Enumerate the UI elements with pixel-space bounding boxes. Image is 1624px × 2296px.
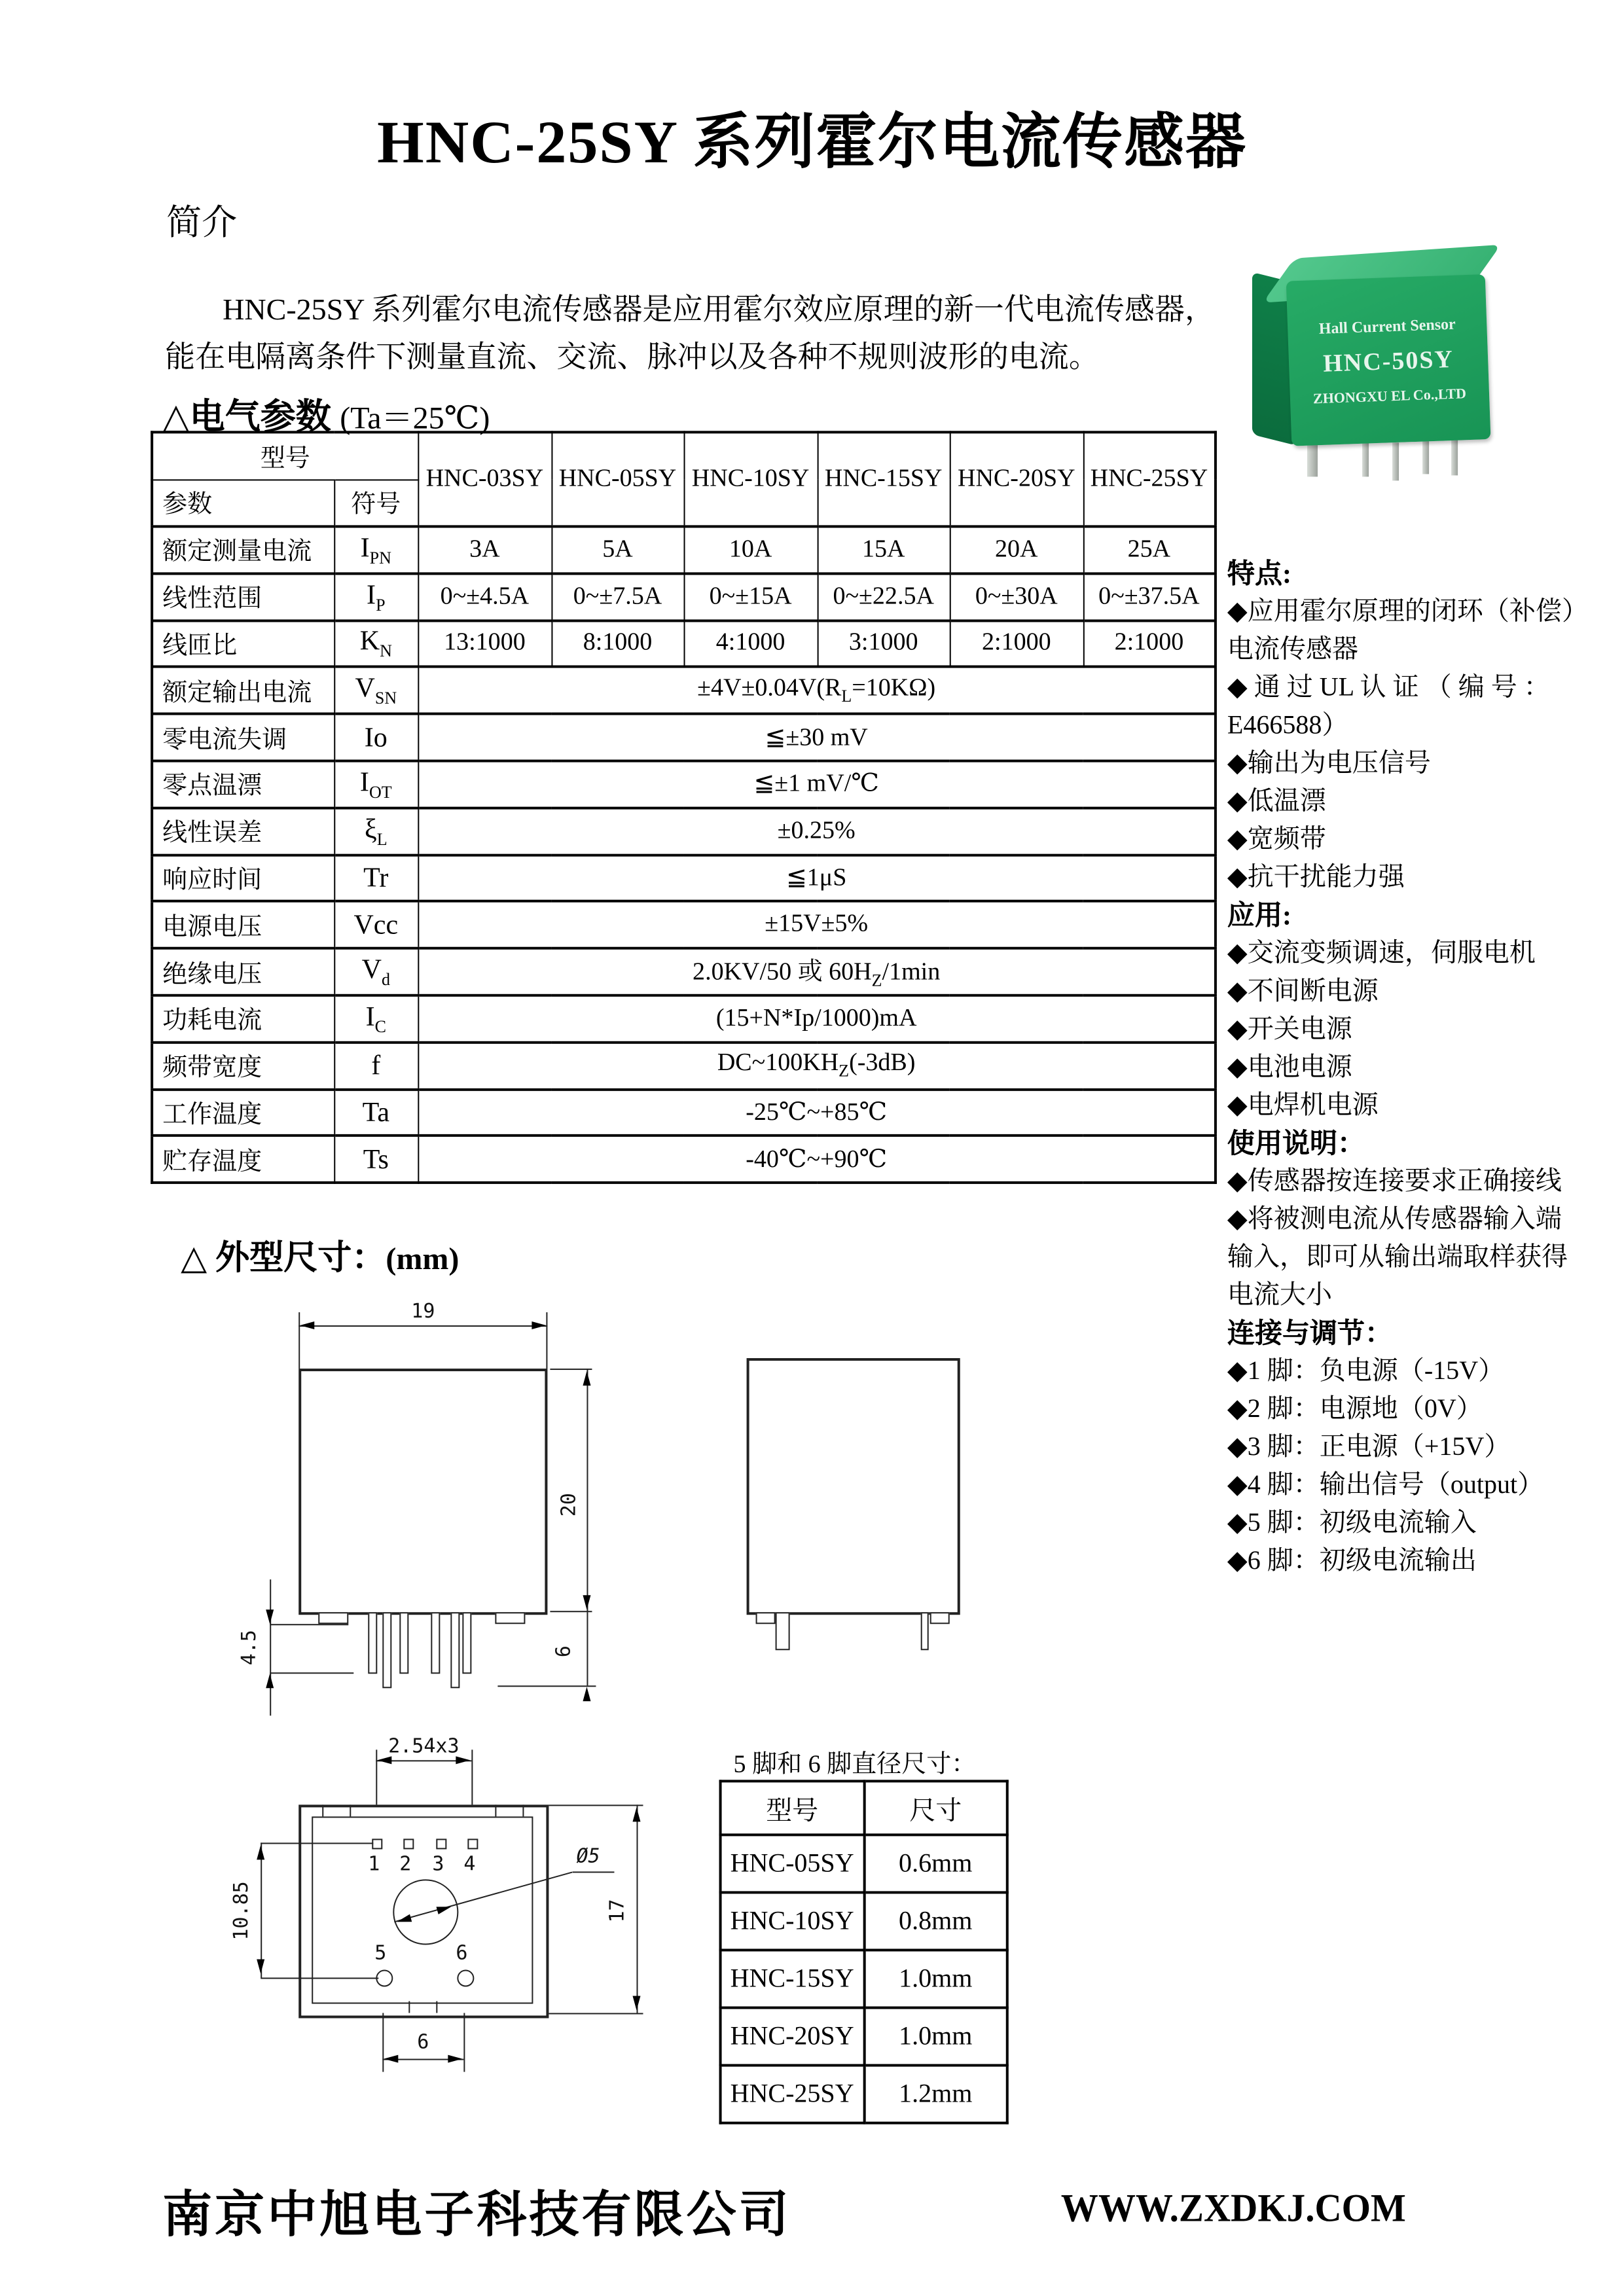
text-part: 2:1000	[1114, 629, 1184, 657]
parameter-value	[684, 526, 818, 573]
application-item: ◆电焊机电源	[1227, 1090, 1379, 1120]
dimension-line	[382, 2013, 384, 2072]
text-part: ≦±30 mV	[765, 723, 868, 751]
features-list	[1227, 593, 1617, 897]
side-pin	[921, 1612, 929, 1650]
dimension-arrow	[257, 1959, 264, 1973]
parameter-value-span	[418, 667, 1216, 714]
dimension-line	[636, 1804, 638, 2013]
dimension-line	[408, 2001, 410, 2013]
connection-section	[1227, 1315, 1617, 1581]
intro-line-2: 能在电隔离条件下测量直流、交流、脉冲以及各种不规则波形的电流。	[165, 340, 1099, 374]
parameter-symbol	[334, 1042, 418, 1089]
parameter-symbol	[334, 1089, 418, 1136]
pad-label: 1	[368, 1852, 380, 1876]
pad-6	[457, 1970, 474, 1987]
subscript: N	[380, 641, 392, 661]
parameter-label: 零点温漂	[152, 761, 334, 808]
parameter-label: 零电流失调	[152, 714, 334, 761]
text-part: 10A	[729, 535, 772, 564]
parameter-label: 额定测量电流	[152, 526, 334, 573]
feature-item: E466588）	[1227, 711, 1348, 740]
pin-table-title: 5 脚和 6 脚直径尺寸：	[733, 1751, 977, 1779]
text-part: Io	[364, 721, 388, 753]
pad-label: 2	[399, 1852, 412, 1876]
dimension-line	[549, 1804, 643, 1806]
text-part: -40℃~+90℃	[746, 1145, 888, 1174]
parameter-value-span	[418, 761, 1216, 808]
text-part: 0~±4.5A	[440, 582, 530, 610]
subscript: Z	[871, 970, 882, 990]
model-header: HNC-20SY	[950, 432, 1083, 526]
decor	[721, 1781, 1007, 2123]
subscript: d	[381, 969, 390, 990]
parameter-row	[152, 901, 1216, 948]
usage-heading: 使用说明：	[1227, 1127, 1365, 1159]
dimension-line	[261, 1842, 262, 1977]
text-part: I	[359, 766, 369, 798]
triangle-icon: △	[162, 397, 190, 437]
feature-item: ◆低温漂	[1227, 787, 1326, 816]
pin-table-row	[721, 1892, 1007, 1950]
text-part: ≦±1 mV/℃	[753, 770, 879, 798]
application-item: ◆交流变频调速，伺服电机	[1227, 939, 1536, 968]
dimension-line	[463, 2013, 465, 2072]
dimension-line	[298, 1312, 300, 1369]
front-standoff	[318, 1612, 348, 1624]
text-part: -25℃~+85℃	[746, 1098, 888, 1126]
pin-size: 1.2mm	[864, 2066, 1007, 2123]
pin-model: HNC-10SY	[721, 1892, 864, 1950]
dimension-line	[522, 1804, 524, 1816]
feature-item: ◆宽频带	[1227, 825, 1326, 854]
feature-item: ◆ 通 过 UL 认 证 （ 编 号 ：	[1227, 673, 1550, 702]
usage-line: ◆传感器按连接要求正确接线	[1227, 1166, 1562, 1196]
dimensions-unit: (mm)	[386, 1242, 460, 1277]
dimension-line	[546, 1312, 547, 1369]
parameter-symbol	[334, 1136, 418, 1183]
text-part: Vcc	[353, 908, 399, 941]
pad-4	[467, 1839, 478, 1849]
product-company: ZHONGXU EL Co.,LTD	[1312, 386, 1467, 407]
parameter-row	[152, 573, 1216, 620]
side-primary-pin	[776, 1612, 790, 1650]
text-part: 3:1000	[848, 629, 918, 657]
model-header: HNC-03SY	[418, 432, 551, 526]
subscript: C	[374, 1016, 386, 1036]
dimension-arrow	[583, 1687, 590, 1701]
front-standoff-dim: 4.5	[237, 1630, 261, 1666]
application-item: ◆不间断电源	[1227, 977, 1379, 1006]
parameter-symbol	[334, 808, 418, 855]
model-header: HNC-05SY	[551, 432, 683, 526]
text-part: 0~±37.5A	[1098, 582, 1200, 610]
pin-assignment-item: ◆2 脚：电源地（0V）	[1227, 1395, 1483, 1424]
parameter-value	[418, 620, 551, 668]
parameter-label: 线性范围	[152, 573, 334, 620]
footer-website: WWW.ZXDKJ.COM	[1060, 2187, 1406, 2231]
symbol-corner-label: 符号	[334, 479, 418, 526]
subscript: SN	[374, 688, 397, 708]
text-part: 0~±15A	[709, 582, 792, 610]
text-part: 20A	[995, 535, 1038, 564]
text-part: I	[360, 531, 370, 564]
subscript: Z	[839, 1060, 850, 1081]
dimension-arrow	[456, 1756, 470, 1764]
subscript: L	[841, 685, 852, 706]
subscript: PN	[369, 547, 391, 567]
pin-assignment-item: ◆4 脚：输出信号（output）	[1227, 1471, 1544, 1500]
usage-section	[1227, 1125, 1617, 1315]
decor	[152, 526, 1216, 1183]
pin-assignment-item: ◆3 脚：正电源（+15V）	[1227, 1433, 1511, 1462]
pin-model: HNC-20SY	[721, 2008, 864, 2066]
parameter-value	[418, 573, 551, 620]
product-pin	[1362, 442, 1369, 476]
text-part: 2.0KV/50 或 60H	[693, 959, 872, 987]
dimension-line	[586, 1369, 588, 1612]
text-part: Tr	[363, 861, 389, 893]
text-part: 15A	[861, 535, 905, 564]
parameter-value	[551, 526, 683, 573]
dimension-line	[497, 1685, 596, 1687]
pad-label: 4	[463, 1852, 476, 1876]
pin-size: 1.0mm	[864, 1950, 1007, 2007]
application-item: ◆电池电源	[1227, 1052, 1352, 1082]
text-part: I	[365, 1000, 375, 1032]
text-part: ≦1μS	[785, 864, 847, 892]
text-part: K	[359, 625, 380, 657]
applications-section	[1227, 897, 1617, 1125]
parameter-label: 响应时间	[152, 855, 334, 902]
usage-list	[1227, 1163, 1617, 1315]
parameter-symbol	[334, 761, 418, 808]
text-part: ±4V±0.04V(R	[697, 674, 842, 702]
parameter-label: 额定输出电流	[152, 667, 334, 714]
parameter-value	[818, 620, 950, 668]
dimension-line	[495, 1804, 496, 1816]
text-part: ξ	[364, 812, 377, 844]
parameter-value	[950, 620, 1083, 668]
dimension-line	[350, 1804, 351, 1816]
model-header: HNC-15SY	[818, 432, 950, 526]
parameter-symbol	[334, 996, 418, 1043]
parameter-row	[152, 1042, 1216, 1089]
application-item: ◆开关电源	[1227, 1014, 1352, 1044]
product-pin	[1422, 440, 1429, 474]
electrical-heading-note: (Ta＝25℃)	[340, 402, 490, 437]
page-title: HNC-25SY 系列霍尔电流传感器	[377, 109, 1248, 176]
pad-3	[436, 1839, 446, 1849]
decor	[152, 432, 1216, 526]
text-part: /1min	[882, 959, 941, 987]
triangle-icon: △	[181, 1238, 208, 1277]
hole-diameter-dim: Ø5	[576, 1844, 600, 1868]
pin-table-header: 尺寸	[864, 1781, 1007, 1835]
pin-model: HNC-25SY	[721, 2066, 864, 2123]
product-pin	[1451, 437, 1458, 475]
dimension-line	[550, 1369, 592, 1370]
dimension-arrow	[384, 2055, 398, 2063]
dimension-arrow	[266, 1609, 274, 1624]
feature-item: ◆抗干扰能力强	[1227, 863, 1405, 892]
text-part: f	[371, 1049, 381, 1081]
parameter-value	[551, 573, 683, 620]
pin-assignment-item: ◆1 脚：负电源（-15V）	[1227, 1357, 1505, 1386]
dimension-line	[549, 2013, 643, 2015]
text-part: I	[367, 578, 376, 610]
connection-heading: 连接与调节：	[1227, 1318, 1393, 1350]
parameter-row	[152, 808, 1216, 855]
parameter-value-span	[418, 996, 1216, 1043]
dimension-line	[550, 1611, 592, 1612]
subscript: P	[376, 594, 386, 615]
dimension-arrow	[632, 1996, 640, 2011]
text-part: 2:1000	[981, 629, 1051, 657]
front-pin	[462, 1612, 471, 1674]
text-part: =10KΩ)	[852, 674, 936, 702]
parameter-row	[152, 526, 1216, 573]
applications-list	[1227, 935, 1617, 1125]
pin-table-header-row	[721, 1781, 1007, 1835]
text-part: 4:1000	[715, 629, 785, 657]
parameter-row	[152, 948, 1216, 996]
front-pin-length-dim: 6	[551, 1645, 575, 1658]
front-primary-pin	[450, 1612, 460, 1688]
table-header-row-1	[152, 432, 1216, 479]
parameter-value	[950, 573, 1083, 620]
dimension-arrow	[448, 2055, 462, 2063]
product-pin	[1392, 442, 1399, 480]
dimension-line	[270, 1624, 348, 1625]
text-part: 25A	[1127, 535, 1171, 564]
dimension-arrow	[300, 1321, 314, 1329]
product-model: HNC-50SY	[1322, 345, 1454, 378]
front-width-dim: 19	[411, 1299, 435, 1323]
side-view-body	[747, 1358, 960, 1615]
model-header: HNC-10SY	[684, 432, 818, 526]
text-part: ±0.25%	[777, 816, 856, 844]
parameter-value	[551, 620, 683, 668]
parameter-value	[418, 526, 551, 573]
param-corner-label: 参数	[152, 479, 334, 526]
parameter-value-span	[418, 714, 1216, 761]
dimension-line	[436, 2001, 437, 2013]
parameter-value	[818, 526, 950, 573]
text-part: (-3dB)	[849, 1049, 916, 1077]
text-part: Ta	[362, 1096, 389, 1128]
electrical-parameters-table	[151, 431, 1217, 1184]
side-standoff	[756, 1612, 776, 1624]
text-part: (15+N*Ip/1000)mA	[715, 1004, 917, 1032]
dimension-arrow	[266, 1674, 274, 1688]
parameter-row	[152, 996, 1216, 1043]
parameter-label: 线匝比	[152, 620, 334, 668]
parameter-symbol	[334, 526, 418, 573]
pin-size: 0.6mm	[864, 1835, 1007, 1892]
parameter-symbol	[334, 620, 418, 668]
text-part: DC~100KH	[717, 1049, 839, 1077]
footer-company: 南京中旭电子科技有限公司	[162, 2188, 791, 2244]
front-pin	[399, 1612, 408, 1674]
text-part: Ts	[363, 1143, 389, 1175]
dimension-arrow	[377, 1756, 391, 1764]
parameter-value-span	[418, 1042, 1216, 1089]
parameter-symbol	[334, 714, 418, 761]
parameter-label: 绝缘电压	[152, 948, 334, 996]
feature-item: ◆输出为电压信号	[1227, 749, 1431, 778]
pad-row-gap-dim: 10.85	[229, 1881, 253, 1941]
text-part: V	[361, 953, 382, 985]
pin-size: 1.0mm	[864, 2008, 1007, 2066]
parameter-label: 贮存温度	[152, 1136, 334, 1183]
features-section	[1227, 555, 1617, 897]
dimensions-heading-text: 外型尺寸：	[215, 1238, 386, 1277]
parameter-symbol	[334, 855, 418, 902]
pad-2	[403, 1839, 414, 1849]
parameter-value	[1083, 526, 1216, 573]
subscript: L	[376, 829, 388, 849]
electrical-heading-text: 电气参数	[189, 397, 331, 437]
front-pin	[368, 1612, 377, 1674]
subscript: OT	[369, 781, 392, 802]
text-part: 13:1000	[444, 629, 526, 657]
feature-item: 电流传感器	[1227, 635, 1359, 664]
parameter-symbol	[334, 948, 418, 996]
usage-line: ◆将被测电流从传感器输入端	[1227, 1204, 1562, 1234]
parameter-value-span	[418, 855, 1216, 902]
product-front-face	[1286, 274, 1491, 446]
side-standoff	[930, 1612, 950, 1624]
dimension-line	[270, 1579, 271, 1715]
product-caption: Hall Current Sensor	[1318, 314, 1456, 337]
dimension-line	[270, 1672, 353, 1674]
text-part: V	[355, 672, 375, 704]
dimension-arrow	[632, 1807, 640, 1821]
parameter-label: 频带宽度	[152, 1042, 334, 1089]
model-corner-label: 型号	[152, 432, 418, 479]
parameter-label: 电源电压	[152, 901, 334, 948]
intro-line-1: HNC-25SY 系列霍尔电流传感器是应用霍尔效应原理的新一代电流传感器，	[223, 293, 1215, 327]
text-part: 3A	[469, 535, 500, 564]
dimension-arrow	[583, 1595, 590, 1609]
dimension-line	[586, 1612, 588, 1685]
model-header: HNC-25SY	[1083, 432, 1216, 526]
sidebar	[1227, 555, 1617, 1581]
parameter-value	[818, 573, 950, 620]
parameter-value-span	[418, 948, 1216, 996]
parameter-symbol	[334, 573, 418, 620]
dimensions-heading	[181, 1231, 459, 1280]
parameter-row	[152, 620, 1216, 668]
parameter-value	[684, 573, 818, 620]
pin-table-row	[721, 1835, 1007, 1892]
dimension-arrow	[257, 1845, 264, 1859]
parameter-row	[152, 855, 1216, 902]
pin-table-header: 型号	[721, 1781, 864, 1835]
text-part: 0~±30A	[975, 582, 1058, 610]
pin-assignment-item: ◆5 脚：初级电流输入	[1227, 1509, 1477, 1538]
pin-model: HNC-05SY	[721, 1835, 864, 1892]
front-pin	[431, 1612, 440, 1674]
parameter-row	[152, 714, 1216, 761]
pin-diameter-table	[719, 1780, 1009, 2124]
front-primary-pin	[382, 1612, 391, 1688]
text-part: 8:1000	[583, 629, 653, 657]
text-part: ±15V±5%	[765, 910, 869, 939]
parameter-label: 功耗电流	[152, 996, 334, 1043]
parameter-value-span	[418, 901, 1216, 948]
pad-label: 3	[432, 1852, 444, 1876]
parameter-row	[152, 1089, 1216, 1136]
parameter-symbol	[334, 901, 418, 948]
parameter-value	[950, 526, 1083, 573]
text-part: 5A	[602, 535, 633, 564]
parameter-value-span	[418, 808, 1216, 855]
dimension-arrow	[583, 1371, 590, 1386]
applications-heading: 应用:	[1227, 899, 1291, 931]
pin-table-row	[721, 1950, 1007, 2007]
intro-heading: 简介	[166, 203, 238, 243]
parameter-value-span	[418, 1089, 1216, 1136]
parameter-row	[152, 1136, 1216, 1183]
pin-model: HNC-15SY	[721, 1950, 864, 2007]
pin-table-row	[721, 2066, 1007, 2123]
parameter-value-span	[418, 1136, 1216, 1183]
pad-label: 5	[374, 1941, 387, 1965]
pad-pitch-dim: 2.54x3	[388, 1734, 460, 1758]
parameter-row	[152, 761, 1216, 808]
pin-assignment-item: ◆6 脚：初级电流输出	[1227, 1547, 1477, 1576]
dimension-line	[298, 1325, 547, 1327]
connection-list	[1227, 1353, 1617, 1581]
parameter-value	[1083, 573, 1216, 620]
parameter-symbol	[334, 667, 418, 714]
feature-item: ◆应用霍尔原理的闭环（补偿）	[1227, 597, 1588, 626]
parameter-label: 工作温度	[152, 1089, 334, 1136]
parameter-value	[1083, 620, 1216, 668]
text-part: 0~±22.5A	[833, 582, 934, 610]
dimension-line	[261, 1842, 373, 1844]
pad-1	[372, 1839, 382, 1849]
pin-size: 0.8mm	[864, 1892, 1007, 1950]
parameter-value	[684, 620, 818, 668]
front-height-dim: 20	[556, 1493, 581, 1517]
dimension-line	[261, 1978, 378, 1979]
pin-table-row	[721, 2008, 1007, 2066]
features-heading: 特点:	[1227, 558, 1291, 590]
dimension-line	[572, 1871, 614, 1873]
front-standoff	[495, 1612, 525, 1624]
dimension-arrow	[532, 1321, 546, 1329]
bottom-height-dim: 17	[605, 1899, 629, 1923]
pad-label: 6	[456, 1941, 468, 1965]
usage-line: 电流大小	[1227, 1280, 1333, 1310]
front-view-body	[298, 1369, 547, 1615]
parameter-label: 线性误差	[152, 808, 334, 855]
dimension-line	[322, 1804, 323, 1816]
pad-gap-dim: 6	[417, 2030, 429, 2054]
product-photo	[1234, 243, 1517, 484]
parameter-row	[152, 667, 1216, 714]
text-part: 0~±7.5A	[573, 582, 662, 610]
usage-line: 输入，即可从输出端取样获得	[1227, 1242, 1568, 1272]
